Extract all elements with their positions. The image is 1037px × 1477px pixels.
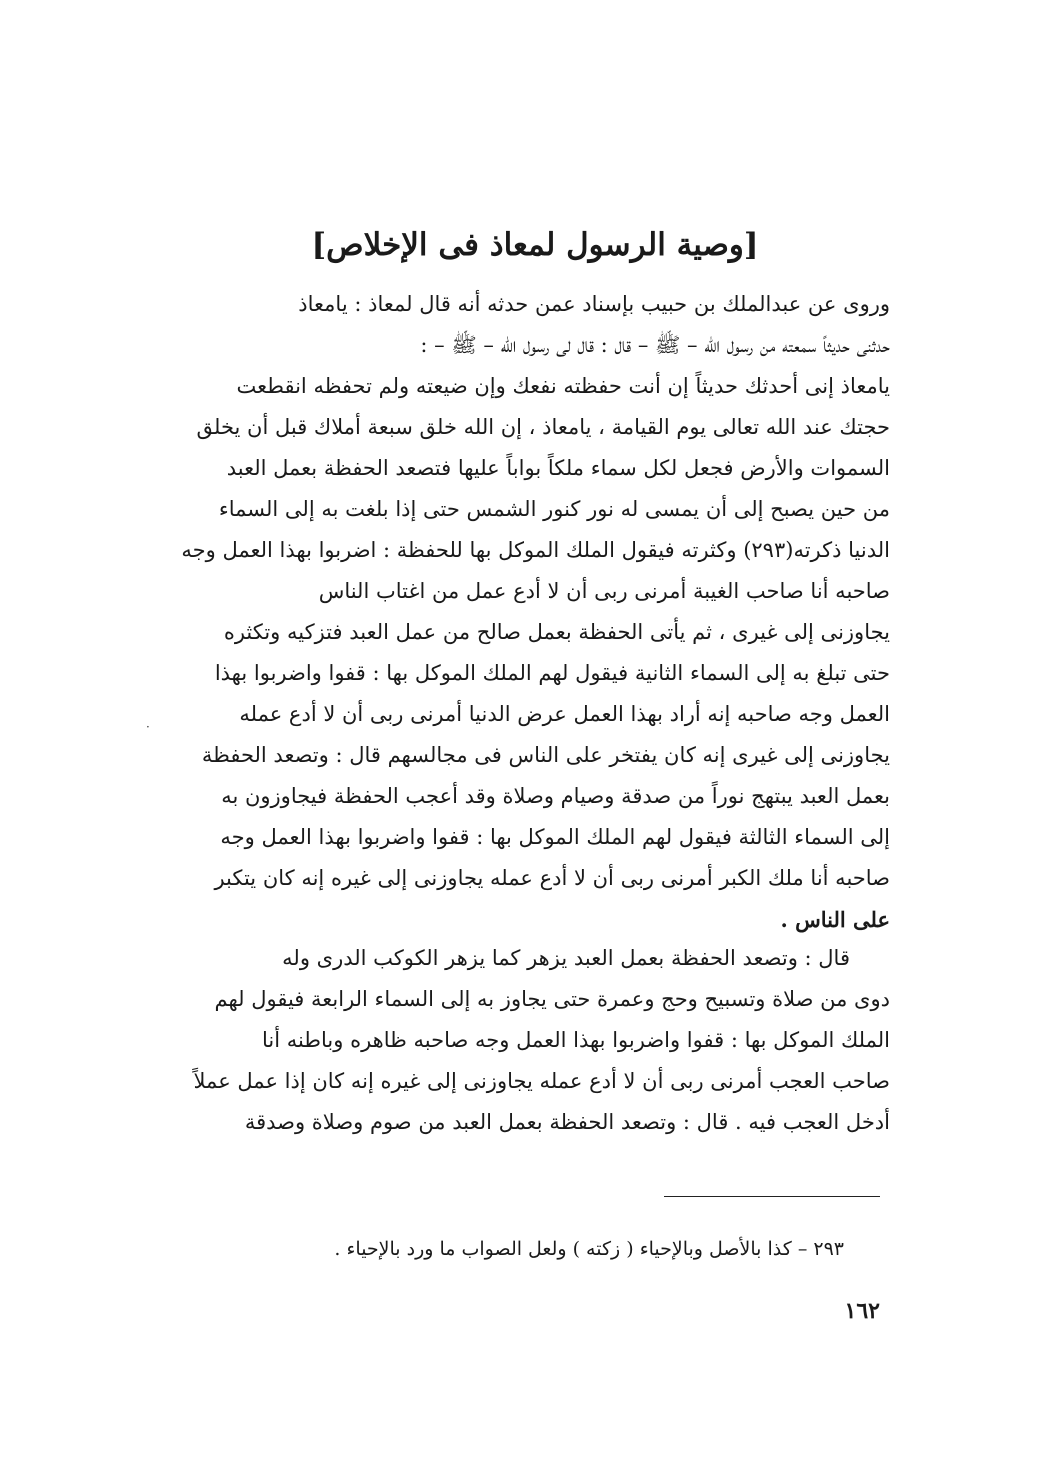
footnote: ٢٩٣ – كذا بالأصل وبالإحياء ( زكته ) ولعل الصواب ما ورد بالإحياء . [334, 1238, 844, 1260]
text-line: إلى السماء الثالثة فيقول لهم الملك الموكل بها : قفوا واضربوا بهذا العمل وجه [220, 825, 890, 849]
text-line: يجاوزنى إلى غيرى إنه كان يفتخر على الناس فى مجالسهم قال : وتصعد الحفظة [201, 743, 890, 767]
text-line: يامعاذ إنى أحدثك حديثاً إن أنت حفظته نفعك وإن ضيعته ولم تحفظه انقطعت [236, 374, 890, 398]
text-line: العمل وجه صاحبه إنه أراد بهذا العمل عرض الدنيا أمرنى ربى أن لا أدع عمله [239, 702, 890, 726]
text-line: بعمل العبد يبتهج نوراً من صدقة وصيام وصلاة وقد أعجب الحفظة فيجاوزون به [221, 784, 890, 808]
text-line: الملك الموكل بها : قفوا واضربوا بهذا العمل وجه صاحبه ظاهره وباطنه أنا [261, 1028, 890, 1052]
page-number: ١٦٢ [844, 1298, 880, 1324]
text-line: يجاوزنى إلى غيرى ، ثم يأتى الحفظة بعمل صالح من عمل العبد فتزكيه وتكثره [223, 620, 890, 644]
paragraph-2 [180, 938, 890, 1143]
text-line: السموات والأرض فجعل لكل سماء ملكاً بواباً عليها فتصعد الحفظة بعمل العبد [226, 456, 890, 480]
text-line: صاحب العجب أمرنى ربى أن لا أدع عمله يجاوزنى إلى غيره إنه كان إذا عمل عملاً [193, 1069, 890, 1093]
text-line: صاحبه أنا ملك الكبر أمرنى ربى أن لا أدع عمله يجاوزنى إلى غيره إنه كان يتكبر [214, 866, 890, 890]
text-line: على الناس . [780, 907, 890, 932]
text-line: حتى تبلغ به إلى السماء الثانية فيقول لهم الملك الموكل بها : قفوا واضربوا بهذا [214, 661, 890, 685]
text-line: قال : وتصعد الحفظة بعمل العبد يزهر كما يزهر الكوكب الدرى وله [282, 946, 850, 970]
text-line: وروى عن عبدالملك بن حبيب بإسناد عمن حدثه أنه قال لمعاذ : يامعاذ [298, 292, 890, 316]
chapter-title: [وصية الرسول لمعاذ فى الإخلاص] [311, 227, 759, 263]
text-line: حدثنى حديثاً سمعته من رسول الله – ﷺ – قال : قال لى رسول الله – ﷺ – : [420, 333, 890, 357]
text-line: من حين يصبح إلى أن يمسى له نور كنور الشمس حتى إذا بلغت به إلى السماء [218, 497, 890, 521]
footnote-divider [664, 1196, 880, 1197]
text-line: الدنيا ذكرته(٢٩٣) وكثرته فيقول الملك الموكل بها للحفظة : اضربوا بهذا العمل وجه [181, 538, 890, 562]
paragraph-1 [180, 284, 890, 940]
text-line: صاحبه أنا صاحب الغيبة أمرنى ربى أن لا أدع عمل من اغتاب الناس [318, 579, 890, 603]
text-line: دوى من صلاة وتسبيح وحج وعمرة حتى يجاوز به إلى السماء الرابعة فيقول لهم [214, 987, 890, 1011]
text-line: أدخل العجب فيه . قال : وتصعد الحفظة بعمل العبد من صوم وصلاة وصدقة [244, 1110, 890, 1134]
text-line: حجتك عند الله تعالى يوم القيامة ، يامعاذ ، إن الله خلق سبعة أملاك قبل أن يخلق [196, 415, 890, 439]
margin-mark: · [146, 720, 150, 734]
